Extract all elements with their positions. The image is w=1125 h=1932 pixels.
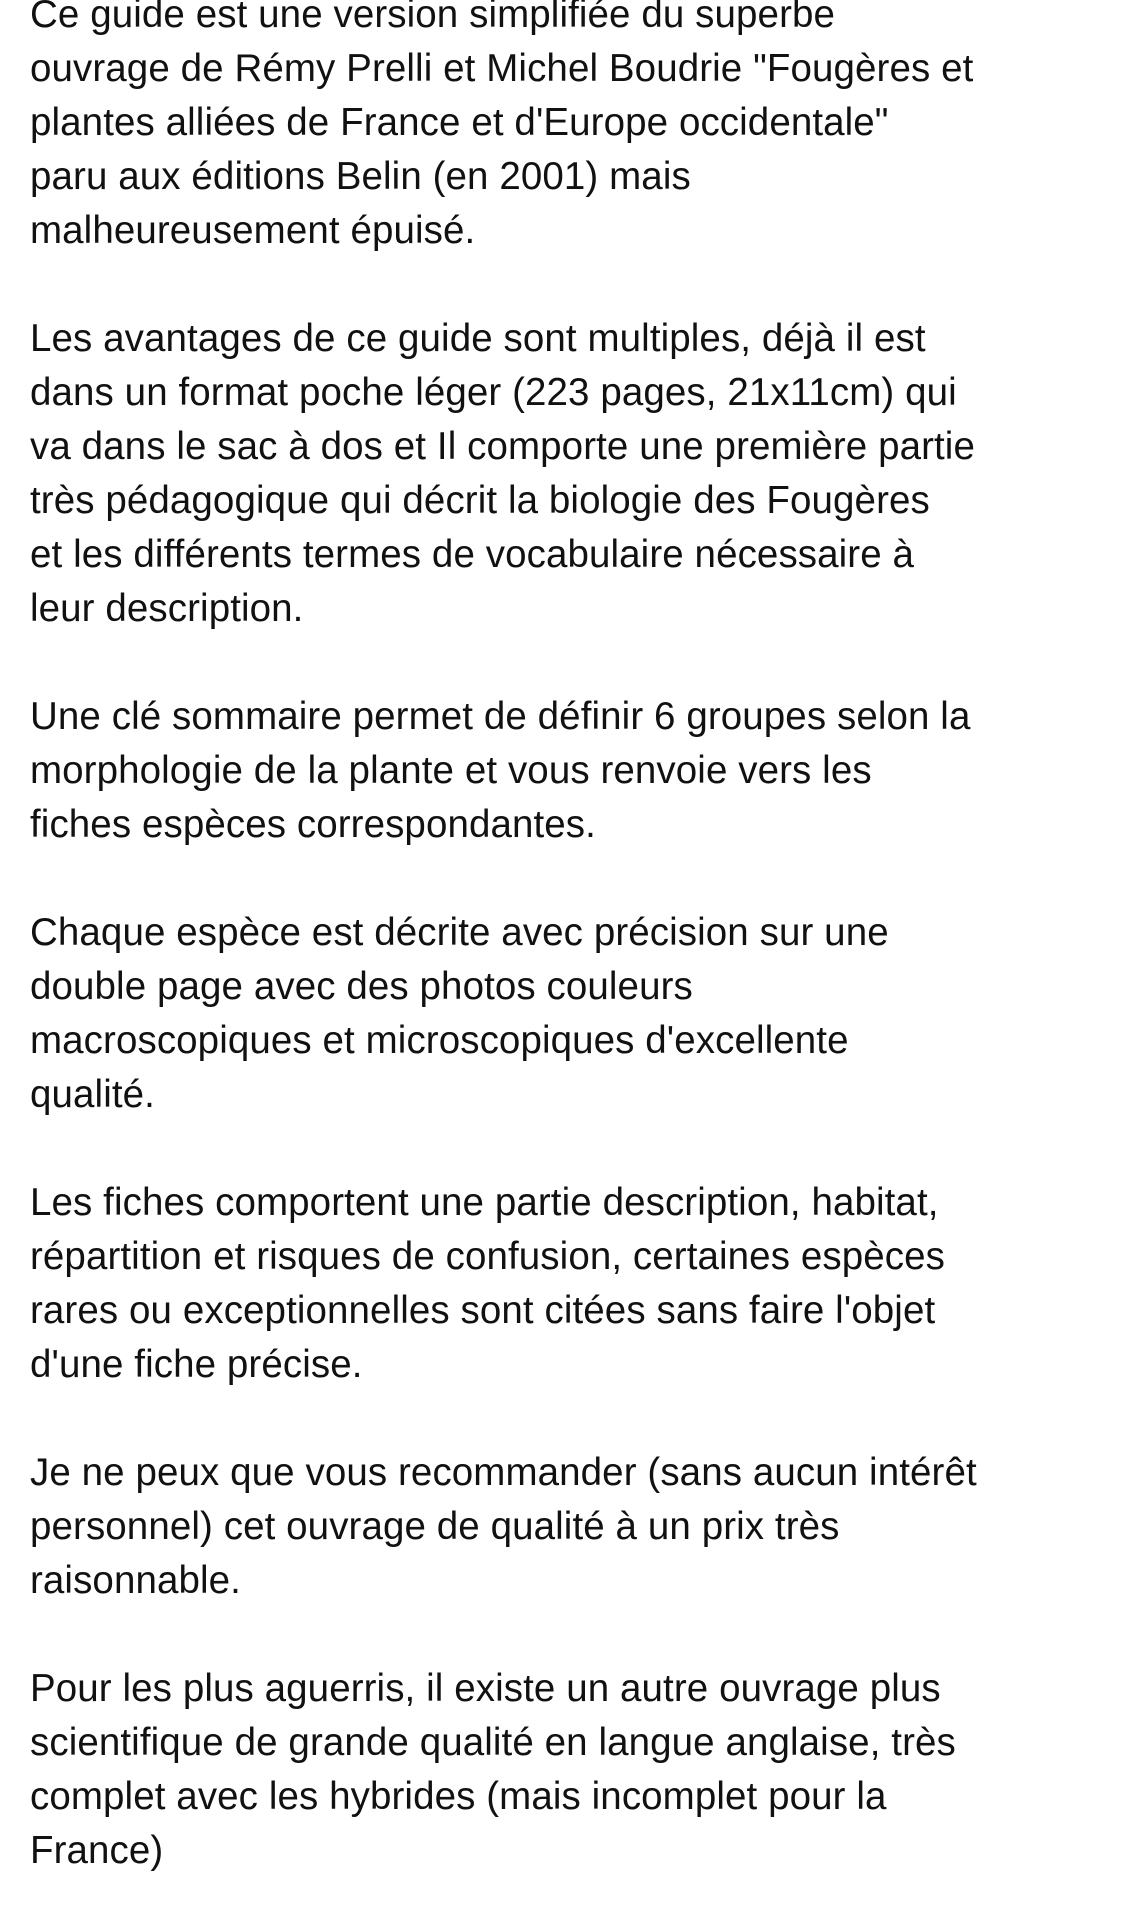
- text-line: raisonnable.: [30, 1559, 241, 1602]
- text-line: scientifique de grande qualité en langue anglaise, très: [30, 1721, 956, 1764]
- text-line: Je ne peux que vous recommander (sans aucun intérêt: [30, 1451, 977, 1494]
- text-line: rares ou exceptionnelles sont citées sans faire l'objet: [30, 1289, 936, 1332]
- text-line: France): [30, 1829, 164, 1872]
- text-line: Ce guide est une version simplifiée du superbe: [30, 0, 836, 36]
- text-line: malheureusement épuisé.: [30, 209, 476, 252]
- text-line: qualité.: [30, 1073, 155, 1116]
- text-line: ouvrage de Rémy Prelli et Michel Boudrie "Fougères et: [30, 47, 974, 90]
- text-line: morphologie de la plante et vous renvoie vers les: [30, 749, 872, 792]
- text-line: personnel) cet ouvrage de qualité à un prix très: [30, 1505, 840, 1548]
- paragraph-recommendation: [30, 1446, 1110, 1608]
- paragraph-advantages: [30, 312, 1110, 636]
- text-line: Les fiches comportent une partie description, habitat,: [30, 1181, 939, 1224]
- text-line: Une clé sommaire permet de définir 6 groupes selon la: [30, 695, 971, 738]
- text-line: leur description.: [30, 587, 304, 630]
- text-line: double page avec des photos couleurs: [30, 965, 693, 1008]
- text-line: plantes alliées de France et d'Europe occidentale": [30, 101, 889, 144]
- text-line: et les différents termes de vocabulaire nécessaire à: [30, 533, 915, 576]
- text-line: va dans le sac à dos et Il comporte une première partie: [30, 425, 975, 468]
- paragraph-sheets: [30, 1176, 1110, 1392]
- document-body: [30, 0, 1110, 1932]
- text-line: macroscopiques et microscopiques d'excellente: [30, 1019, 849, 1062]
- paragraph-key: [30, 690, 1110, 852]
- paragraph-intro: [30, 0, 1110, 258]
- text-line: répartition et risques de confusion, certaines espèces: [30, 1235, 945, 1278]
- paragraph-species: [30, 906, 1110, 1122]
- text-line: Les avantages de ce guide sont multiples, déjà il est: [30, 317, 926, 360]
- paragraph-advanced: [30, 1662, 1110, 1878]
- text-line: d'une fiche précise.: [30, 1343, 363, 1386]
- text-line: complet avec les hybrides (mais incomplet pour la: [30, 1775, 887, 1818]
- text-line: Pour les plus aguerris, il existe un autre ouvrage plus: [30, 1667, 941, 1710]
- text-line: dans un format poche léger (223 pages, 21x11cm) qui: [30, 371, 957, 414]
- text-line: Chaque espèce est décrite avec précision sur une: [30, 911, 889, 954]
- text-line: fiches espèces correspondantes.: [30, 803, 596, 846]
- text-line: paru aux éditions Belin (en 2001) mais: [30, 155, 691, 198]
- text-line: très pédagogique qui décrit la biologie des Fougères: [30, 479, 930, 522]
